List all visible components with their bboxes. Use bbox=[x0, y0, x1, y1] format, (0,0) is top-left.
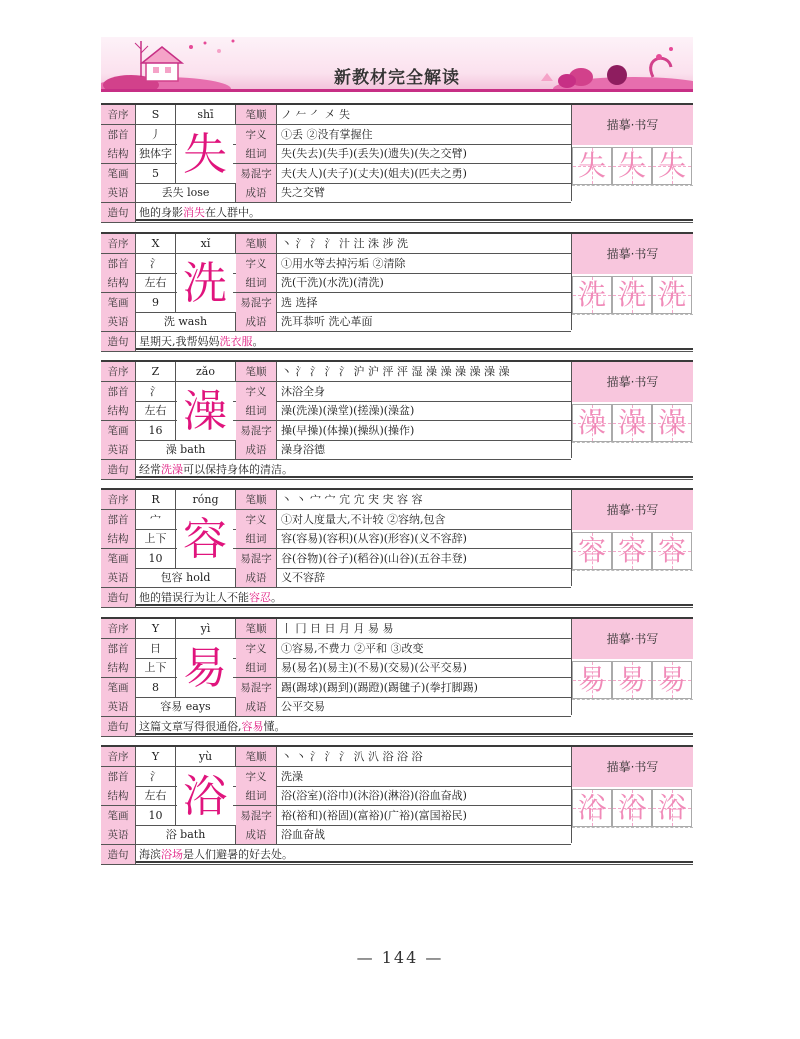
label-stroke_order: 笔顺 bbox=[236, 747, 277, 766]
pinyin-letter: Z bbox=[136, 362, 176, 381]
sentence-text: 可以保持身体的清洁。 bbox=[183, 463, 293, 476]
practice-char: 浴 bbox=[657, 791, 686, 824]
value-meaning: ①容易,不费力 ②平和 ③改变 bbox=[281, 641, 424, 655]
sentence-highlight: 消失 bbox=[183, 206, 205, 219]
label-words: 组词 bbox=[236, 658, 277, 677]
card-row bbox=[101, 825, 571, 845]
card-row bbox=[101, 639, 571, 659]
sentence-highlight: 容易 bbox=[241, 720, 264, 733]
sentence-text: 他的错误行为让人不能 bbox=[139, 591, 249, 604]
label-stroke_order: 笔顺 bbox=[236, 105, 277, 124]
label-idiom: 成语 bbox=[236, 440, 277, 459]
value-meaning: 沐浴全身 bbox=[281, 384, 325, 398]
value-meaning: ①对人度量大,不计较 ②容纳,包含 bbox=[281, 512, 446, 526]
card-row bbox=[101, 717, 693, 737]
practice-box[interactable] bbox=[652, 532, 692, 570]
label-sentence: 造句 bbox=[101, 460, 136, 479]
label-english: 英语 bbox=[101, 568, 136, 587]
card-row bbox=[101, 293, 571, 313]
sentence-text: 这篇文章写得很通俗, bbox=[139, 720, 242, 733]
card-row bbox=[101, 183, 571, 203]
pinyin: zǎo bbox=[176, 362, 236, 381]
value-words: 易(易名)(易主)(不易)(交易)(公平交易) bbox=[281, 661, 467, 675]
label-order: 音序 bbox=[101, 234, 136, 253]
practice-char: 失 bbox=[657, 149, 686, 182]
label-words: 组词 bbox=[236, 529, 277, 548]
value-strokes: 16 bbox=[136, 421, 176, 440]
example-sentence bbox=[139, 717, 569, 736]
main-character: 容 bbox=[177, 512, 233, 568]
practice-char: 容 bbox=[617, 534, 646, 567]
value-idiom: 澡身浴德 bbox=[281, 443, 325, 457]
card-row bbox=[101, 806, 571, 826]
character-card bbox=[101, 232, 693, 350]
character-card bbox=[101, 617, 693, 735]
card-row bbox=[101, 568, 571, 588]
label-english: 英语 bbox=[101, 697, 136, 716]
sentence-highlight: 洗澡 bbox=[161, 463, 183, 476]
example-sentence bbox=[139, 845, 569, 864]
label-stroke_order: 笔顺 bbox=[236, 619, 277, 638]
card-row bbox=[101, 490, 571, 510]
sentence-highlight: 浴场 bbox=[161, 848, 183, 861]
practice-box[interactable] bbox=[652, 661, 692, 699]
card-row bbox=[101, 125, 571, 145]
label-radical: 部首 bbox=[101, 510, 136, 529]
value-structure: 左右 bbox=[136, 786, 176, 805]
value-stroke_order: 丶 氵 氵 氵 汁 汢 洙 涉 洗 bbox=[281, 237, 408, 250]
main-character: 澡 bbox=[177, 384, 233, 440]
practice-guide bbox=[572, 570, 693, 587]
label-structure: 结构 bbox=[101, 273, 136, 292]
practice-box[interactable] bbox=[652, 147, 692, 185]
example-sentence bbox=[139, 332, 569, 351]
label-strokes: 笔画 bbox=[101, 678, 136, 697]
card-row bbox=[101, 312, 571, 332]
card-row bbox=[101, 678, 571, 698]
sentence-text: 。 bbox=[271, 591, 282, 604]
value-strokes: 10 bbox=[136, 549, 176, 568]
pinyin: shī bbox=[176, 105, 236, 124]
value-meaning: ①用水等去掉污垢 ②清除 bbox=[281, 256, 406, 270]
practice-label: 描摹·书写 bbox=[572, 105, 693, 145]
pinyin-letter: Y bbox=[136, 747, 176, 766]
practice-label: 描摹·书写 bbox=[572, 490, 693, 530]
practice-box[interactable] bbox=[612, 404, 652, 442]
label-idiom: 成语 bbox=[236, 312, 277, 331]
sentence-highlight: 洗衣服 bbox=[219, 335, 253, 348]
value-structure: 左右 bbox=[136, 273, 176, 292]
sentence-text: 懂。 bbox=[263, 720, 286, 733]
label-meaning: 字义 bbox=[236, 125, 277, 144]
card-row bbox=[101, 697, 571, 717]
header-banner bbox=[101, 37, 693, 92]
card-row bbox=[101, 362, 571, 382]
pinyin-letter: Y bbox=[136, 619, 176, 638]
sentence-text: 他的身影 bbox=[139, 206, 183, 219]
practice-char: 浴 bbox=[617, 791, 646, 824]
character-card bbox=[101, 488, 693, 606]
value-words: 洗(干洗)(水洗)(清洗) bbox=[281, 276, 384, 290]
card-row bbox=[101, 382, 571, 402]
character-card bbox=[101, 360, 693, 478]
label-words: 组词 bbox=[236, 144, 277, 163]
label-radical: 部首 bbox=[101, 639, 136, 658]
card-row bbox=[101, 401, 571, 421]
practice-box[interactable] bbox=[652, 276, 692, 314]
practice-label: 描摹·书写 bbox=[572, 362, 693, 402]
label-meaning: 字义 bbox=[236, 510, 277, 529]
card-row bbox=[101, 549, 571, 569]
label-words: 组词 bbox=[236, 401, 277, 420]
value-words: 浴(浴室)(浴巾)(沐浴)(淋浴)(浴血奋战) bbox=[281, 789, 467, 803]
card-row bbox=[101, 203, 693, 223]
practice-guide bbox=[572, 827, 693, 844]
card-row bbox=[101, 658, 571, 678]
label-words: 组词 bbox=[236, 786, 277, 805]
practice-char: 澡 bbox=[617, 406, 646, 439]
practice-panel bbox=[571, 362, 693, 458]
label-strokes: 笔画 bbox=[101, 549, 136, 568]
practice-guide bbox=[572, 185, 693, 202]
label-radical: 部首 bbox=[101, 767, 136, 786]
value-radical: 氵 bbox=[136, 767, 176, 786]
practice-box[interactable] bbox=[612, 532, 652, 570]
practice-char: 容 bbox=[577, 534, 606, 567]
practice-box[interactable] bbox=[652, 404, 692, 442]
card-row bbox=[101, 786, 571, 806]
practice-box[interactable] bbox=[572, 276, 612, 314]
value-idiom: 浴血奋战 bbox=[281, 828, 325, 842]
label-order: 音序 bbox=[101, 362, 136, 381]
value-structure: 独体字 bbox=[136, 144, 176, 163]
practice-char: 洗 bbox=[577, 278, 606, 311]
label-strokes: 笔画 bbox=[101, 806, 136, 825]
label-strokes: 笔画 bbox=[101, 421, 136, 440]
label-meaning: 字义 bbox=[236, 382, 277, 401]
value-stroke_order: 丶 丶 宀 宀 宂 宂 宊 宊 容 容 bbox=[281, 493, 423, 506]
label-meaning: 字义 bbox=[236, 254, 277, 273]
card-row bbox=[101, 105, 571, 125]
english-word: 丢失 lose bbox=[136, 183, 236, 202]
label-stroke_order: 笔顺 bbox=[236, 234, 277, 253]
practice-box[interactable] bbox=[612, 789, 652, 827]
value-stroke_order: ノ 𠂉 ㇒ 㐅 失 bbox=[281, 108, 350, 121]
english-word: 洗 wash bbox=[136, 312, 236, 331]
practice-guide bbox=[572, 314, 693, 331]
label-idiom: 成语 bbox=[236, 568, 277, 587]
english-word: 包容 hold bbox=[136, 568, 236, 587]
main-character: 易 bbox=[177, 641, 233, 697]
value-stroke_order: 丨 冂 日 日 月 月 易 易 bbox=[281, 622, 394, 635]
value-confusable: 裕(裕和)(裕固)(富裕)(广裕)(富国裕民) bbox=[281, 808, 467, 822]
label-english: 英语 bbox=[101, 825, 136, 844]
main-character: 失 bbox=[177, 127, 233, 183]
english-word: 浴 bath bbox=[136, 825, 236, 844]
value-radical: 氵 bbox=[136, 254, 176, 273]
card-row bbox=[101, 440, 571, 460]
label-order: 音序 bbox=[101, 619, 136, 638]
value-words: 失(失去)(失手)(丢失)(遗失)(失之交臂) bbox=[281, 147, 467, 161]
main-character: 浴 bbox=[177, 769, 233, 825]
value-strokes: 8 bbox=[136, 678, 176, 697]
label-radical: 部首 bbox=[101, 125, 136, 144]
practice-box[interactable] bbox=[612, 147, 652, 185]
label-confusable: 易混字 bbox=[236, 806, 277, 825]
value-idiom: 洗耳恭听 洗心革面 bbox=[281, 315, 373, 329]
value-structure: 上下 bbox=[136, 529, 176, 548]
value-meaning: ①丢 ②没有掌握住 bbox=[281, 127, 373, 141]
practice-label: 描摹·书写 bbox=[572, 747, 693, 787]
practice-guide bbox=[572, 699, 693, 716]
value-radical: 日 bbox=[136, 639, 176, 658]
value-strokes: 10 bbox=[136, 806, 176, 825]
value-words: 澡(洗澡)(澡堂)(搓澡)(澡盆) bbox=[281, 404, 415, 418]
value-stroke_order: 丶 丶 氵 氵 氵 汃 汃 浴 浴 浴 bbox=[281, 750, 423, 763]
label-idiom: 成语 bbox=[236, 697, 277, 716]
practice-label: 描摹·书写 bbox=[572, 619, 693, 659]
label-confusable: 易混字 bbox=[236, 164, 277, 183]
value-meaning: 洗澡 bbox=[281, 769, 303, 783]
page-number: — 144 — bbox=[356, 948, 444, 967]
value-confusable: 夫(夫人)(夫子)(丈夫)(姐夫)(匹夫之勇) bbox=[281, 166, 467, 180]
value-words: 容(容易)(容积)(从容)(形容)(义不容辞) bbox=[281, 532, 467, 546]
practice-label: 描摹·书写 bbox=[572, 234, 693, 274]
practice-char: 浴 bbox=[577, 791, 606, 824]
card-row bbox=[101, 460, 693, 480]
practice-box[interactable] bbox=[572, 404, 612, 442]
practice-box[interactable] bbox=[612, 276, 652, 314]
sentence-highlight: 容忍 bbox=[249, 591, 271, 604]
value-structure: 左右 bbox=[136, 401, 176, 420]
card-row bbox=[101, 234, 571, 254]
card-row bbox=[101, 332, 693, 352]
value-confusable: 谷(谷物)(谷子)(稻谷)(山谷)(五谷丰登) bbox=[281, 551, 467, 565]
label-words: 组词 bbox=[236, 273, 277, 292]
card-row bbox=[101, 845, 693, 865]
practice-char: 洗 bbox=[617, 278, 646, 311]
card-row bbox=[101, 510, 571, 530]
practice-panel bbox=[571, 105, 693, 201]
label-radical: 部首 bbox=[101, 254, 136, 273]
value-confusable: 选 选择 bbox=[281, 295, 318, 309]
label-english: 英语 bbox=[101, 440, 136, 459]
label-meaning: 字义 bbox=[236, 639, 277, 658]
practice-box[interactable] bbox=[572, 661, 612, 699]
label-order: 音序 bbox=[101, 747, 136, 766]
label-structure: 结构 bbox=[101, 786, 136, 805]
label-sentence: 造句 bbox=[101, 332, 136, 351]
sentence-text: 海滨 bbox=[139, 848, 161, 861]
example-sentence bbox=[139, 203, 569, 222]
practice-box[interactable] bbox=[612, 661, 652, 699]
value-structure: 上下 bbox=[136, 658, 176, 677]
card-row bbox=[101, 164, 571, 184]
practice-panel bbox=[571, 490, 693, 586]
value-radical: 氵 bbox=[136, 382, 176, 401]
example-sentence bbox=[139, 588, 569, 607]
value-idiom: 公平交易 bbox=[281, 700, 325, 714]
value-confusable: 踢(踢球)(踢到)(踢蹬)(踢毽子)(拳打脚踢) bbox=[281, 680, 478, 694]
card-row bbox=[101, 767, 571, 787]
practice-panel bbox=[571, 619, 693, 715]
pinyin-letter: X bbox=[136, 234, 176, 253]
page-title: 新教材完全解读 bbox=[334, 68, 460, 88]
label-structure: 结构 bbox=[101, 144, 136, 163]
value-confusable: 操(早操)(体操)(操纵)(操作) bbox=[281, 423, 415, 437]
card-row bbox=[101, 273, 571, 293]
value-radical: 丿 bbox=[136, 125, 176, 144]
value-idiom: 失之交臂 bbox=[281, 186, 325, 200]
sentence-text: 在人群中。 bbox=[205, 206, 260, 219]
value-stroke_order: 丶 氵 氵 氵 氵 沪 沪 泙 泙 湿 澡 澡 澡 澡 澡 澡 bbox=[281, 365, 510, 378]
main-character: 洗 bbox=[177, 256, 233, 312]
english-word: 容易 eays bbox=[136, 697, 236, 716]
label-confusable: 易混字 bbox=[236, 549, 277, 568]
practice-char: 易 bbox=[657, 663, 686, 696]
pinyin-letter: S bbox=[136, 105, 176, 124]
practice-panel bbox=[571, 747, 693, 843]
pinyin: róng bbox=[176, 490, 236, 509]
practice-char: 易 bbox=[577, 663, 606, 696]
card-row bbox=[101, 254, 571, 274]
pinyin: xǐ bbox=[176, 234, 236, 253]
label-stroke_order: 笔顺 bbox=[236, 490, 277, 509]
label-radical: 部首 bbox=[101, 382, 136, 401]
practice-guide bbox=[572, 442, 693, 459]
card-row bbox=[101, 421, 571, 441]
label-sentence: 造句 bbox=[101, 717, 136, 736]
card-row bbox=[101, 144, 571, 164]
english-word: 澡 bath bbox=[136, 440, 236, 459]
label-structure: 结构 bbox=[101, 658, 136, 677]
label-english: 英语 bbox=[101, 312, 136, 331]
value-idiom: 义不容辞 bbox=[281, 571, 325, 585]
sentence-text: 是人们避暑的好去处。 bbox=[183, 848, 293, 861]
label-order: 音序 bbox=[101, 490, 136, 509]
label-strokes: 笔画 bbox=[101, 164, 136, 183]
label-meaning: 字义 bbox=[236, 767, 277, 786]
pinyin: yì bbox=[176, 619, 236, 638]
pinyin-letter: R bbox=[136, 490, 176, 509]
label-confusable: 易混字 bbox=[236, 678, 277, 697]
value-strokes: 5 bbox=[136, 164, 176, 183]
label-idiom: 成语 bbox=[236, 825, 277, 844]
practice-char: 容 bbox=[657, 534, 686, 567]
value-strokes: 9 bbox=[136, 293, 176, 312]
card-row bbox=[101, 529, 571, 549]
practice-box[interactable] bbox=[572, 532, 612, 570]
label-english: 英语 bbox=[101, 183, 136, 202]
sentence-text: 经常 bbox=[139, 463, 161, 476]
practice-panel bbox=[571, 234, 693, 330]
label-stroke_order: 笔顺 bbox=[236, 362, 277, 381]
practice-char: 易 bbox=[617, 663, 646, 696]
character-card bbox=[101, 103, 693, 221]
label-sentence: 造句 bbox=[101, 845, 136, 864]
practice-char: 失 bbox=[617, 149, 646, 182]
label-confusable: 易混字 bbox=[236, 293, 277, 312]
card-row bbox=[101, 588, 693, 608]
label-structure: 结构 bbox=[101, 529, 136, 548]
practice-char: 澡 bbox=[657, 406, 686, 439]
sentence-text: 星期天,我帮妈妈 bbox=[139, 335, 220, 348]
practice-char: 洗 bbox=[657, 278, 686, 311]
card-row bbox=[101, 747, 571, 767]
example-sentence bbox=[139, 460, 569, 479]
character-card bbox=[101, 745, 693, 863]
label-confusable: 易混字 bbox=[236, 421, 277, 440]
card-row bbox=[101, 619, 571, 639]
label-strokes: 笔画 bbox=[101, 293, 136, 312]
label-structure: 结构 bbox=[101, 401, 136, 420]
practice-char: 澡 bbox=[577, 406, 606, 439]
label-order: 音序 bbox=[101, 105, 136, 124]
pinyin: yù bbox=[176, 747, 236, 766]
label-sentence: 造句 bbox=[101, 203, 136, 222]
value-radical: 宀 bbox=[136, 510, 176, 529]
practice-char: 失 bbox=[577, 149, 606, 182]
practice-box[interactable] bbox=[652, 789, 692, 827]
practice-box[interactable] bbox=[572, 147, 612, 185]
label-idiom: 成语 bbox=[236, 183, 277, 202]
practice-box[interactable] bbox=[572, 789, 612, 827]
sentence-text: 。 bbox=[252, 335, 264, 348]
label-sentence: 造句 bbox=[101, 588, 136, 607]
